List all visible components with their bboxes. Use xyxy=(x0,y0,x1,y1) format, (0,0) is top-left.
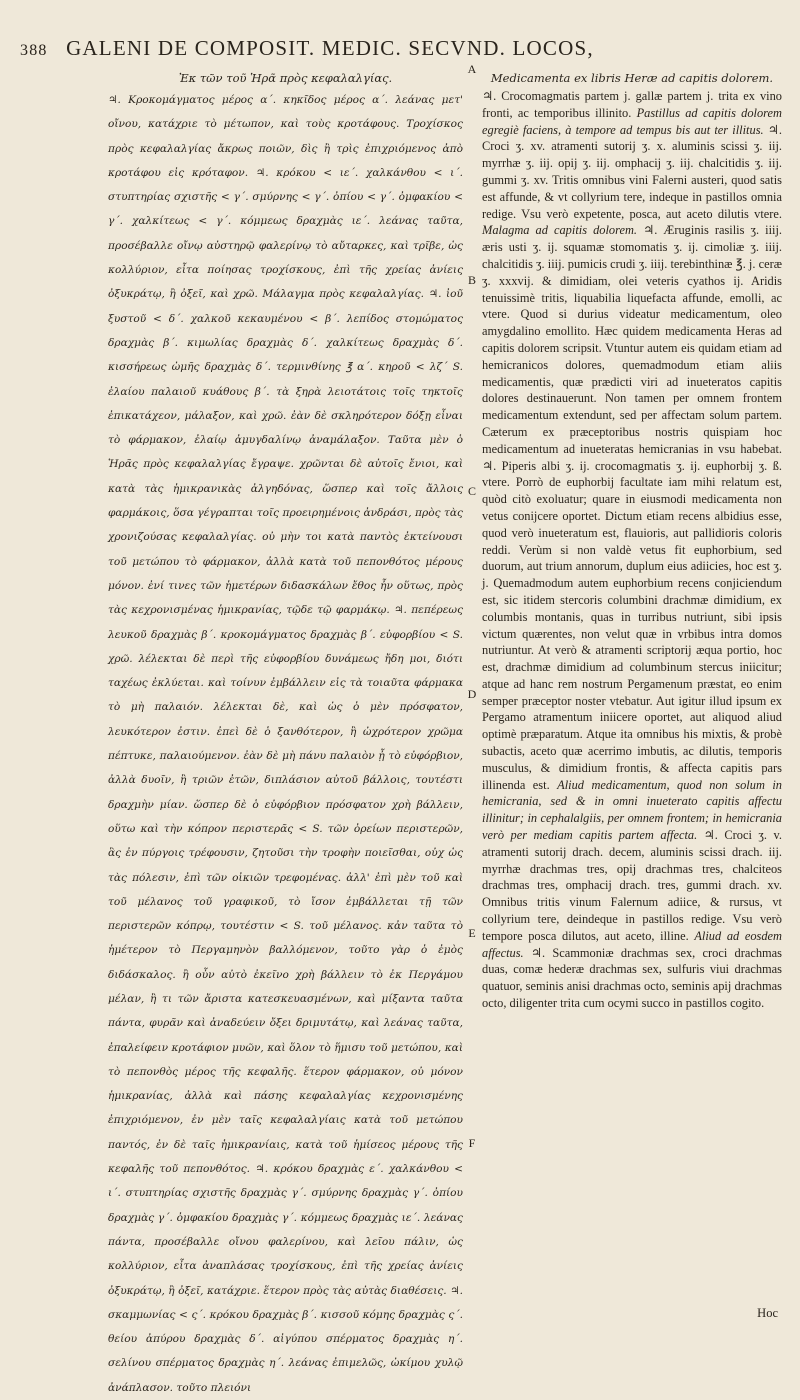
margin-letter-b: B xyxy=(467,273,476,287)
greek-heading: Ἐκ τῶν τοῦ Ἡρᾶ πρὸς κεφαλαλγίας. xyxy=(178,71,393,85)
latin-run: ♃. Scammoniæ drachmas sex, croci drachmas duas, comæ hederæ drachmas sex, sulfuris viui drachmas quatuor, seminis anisi drachmas octo, seminis apij drachmas octo, diligenter trita cum ocymi succo in pastillos cogito. xyxy=(482,945,782,1011)
margin-letter-c: C xyxy=(467,484,476,498)
latin-rubric: Pastillus ad capitis dolorem egregiè faciens, à tempore ad tempus bis aut ter illitus. xyxy=(482,105,782,137)
margin-letter-d: D xyxy=(467,687,477,701)
latin-run: ♃. Æruginis rasilis ʒ. iiij. æris usti ʒ. ij. squamæ stomomatis ʒ. ij. cimoliæ ʒ. iiij. chalcitidis ʒ. iiij. pumicis crudi ʒ. iiij. terebinthinæ ℥. j. ceræ ʒ. xxxvij. & dimidiam, olei veteris cyathos ij. Aridis tenuissimè tritis, liquabilia liquefacta affunde, emolli, ac vtere. Quod si durius videatur medicamentum, oleo amygdalino emollito. Hæc quidem medicamenta Heras ad capitis dolorem scripsit. Vtuntur autem eis quidam etiam ad hemicranicos dolores, quemadmodum etiam aliis medicamentis, quæ prædicti viri ad inueteratos capitis dolores destinauerunt. Non tamen per omnem frontem medicamentum extendunt, sed per affectam solum partem. Cæterum ex præceptoribus nostris quispiam hoc medicamentum ad inueteratas hemicranias in vsu habebat. ♃. Piperis albi ʒ. ij. crocomagmatis ʒ. ij. euphorbij ʒ. ß. vtere. Porrò de euphorbij facultate iam mihi relatum est, quòd citò exoluatur; quare in eiusmodi medicamenta non vetus conijcere oportet. Dictum etiam recens albidius esse, quod verò inueteratum est, flauioris, aut pallidioris coloris reddi. Verùm si non valdè vetus fit euphorbium, sed duorum, aut trium annorum, duplum eius adiicies, hoc est ʒ. j. Quemadmodum autem euphorbium recens conjiciendum est, sic itidem stercoris columbini drachmæ dimidium, ex columbis montanis, quas in turribus nutriunt, sibi ipsis victum quærentes, non velut quæ in vrbibus intra domos nutriuntur. At verò & atramenti scriptorij æqua portio, hoc est, drachmæ dimidium ad columbinum stercus iniicitur; atque ad hanc rem nostrum Pergamenum præstat, eo enim semper præceptor noster vtebatur. Aut igitur illud ipsum ex Pergamo atramentum iniicere oportet, aut aliquod aliud optimè præparatum. Atque ita omnibus his mixtis, & probè subactis, aceto quæ acerrimo imbutis, ac dilutis, temporis musculus, & dimidium frontis, & affecta capitis pars illinenda est. xyxy=(482,223,782,792)
latin-paragraph xyxy=(482,88,782,1012)
latin-column xyxy=(482,68,782,1314)
running-title: GALENI DE COMPOSIT. MEDIC. SECVND. LOCOS, xyxy=(66,36,594,60)
latin-run: ♃. Crocomagmatis partem j. gallæ partem j. trita ex vino fronti, ac temporibus illinito. xyxy=(482,89,782,120)
margin-letter-e: E xyxy=(468,926,476,940)
latin-rubric: Aliud medicamentum, quod non solum in hemicrania, sed & in omni inueterato capitis affectu illinitur; in cephalalgiis, per omnem frontem; in hemicrania verò per mediam capitis partem affecta. xyxy=(482,777,782,843)
catchword: Hoc xyxy=(757,1306,778,1320)
latin-rubric: Aliud ad eosdem affectus. xyxy=(482,928,782,960)
latin-run: ♃. Croci ʒ. v. atramenti sutorij drach. decem, aluminis scissi drach. iij. myrrhæ drachmas tres, opij drachmas tres, chalciteos drachmas tres, omphacij drach. tres, gummi drach. xv. Omnibus tritis vinum Falernum adiice, & rursus, vt collyrium tere, deindeque in pastillos redige. Vsu verò tempore posca dilutos, aut aceto, illine. xyxy=(482,828,782,943)
margin-letter-a: A xyxy=(467,62,477,76)
latin-text xyxy=(482,88,782,1314)
margin-letter-f: F xyxy=(468,1136,476,1150)
running-head xyxy=(20,36,720,66)
latin-run: ♃. Croci ʒ. xv. atramenti sutorij ʒ. x. aluminis scissi ʒ. iij. myrrhæ ʒ. iij. opij ʒ. iij. omphacij ʒ. iij. chalcitidis ʒ. iij. gummi ʒ. xv. Tritis omnibus vini Falerni austeri, quod satis est affunde, & vt collyrium tere, indeque in pastillos omnia redige. Vsu verò expetente, posca, aut aceto dilutis vtere. xyxy=(482,122,782,221)
page-number: 388 xyxy=(20,42,48,59)
greek-column xyxy=(108,68,463,1394)
greek-paragraph: ♃. Κροκομάγματος μέρος α΄. κηκῖδος μέρος α΄. λεάνας μετ' οἴνου, κατάχριε τὸ μέτωπον, καὶ τοὺς κροτάφους. Τροχίσκος πρὸς κεφαλαλγίας ἄκρως ποιῶν, δὶς ἢ τρὶς ἐπιχριόμενος ἀπὸ κροτάφου εἰς κρόταφον. ♃. κρόκου < ιε΄. χαλκάνθου < ι΄. στυπτηρίας σχιστῆς < γ΄. σμύρνης < γ΄. ὀπίου < γ΄. ὀμφακίου < γ΄. χαλκίτεως < γ΄. κόμμεως δραχμὰς ιε΄. λεάνας ταῦτα, προσέβαλλε οἴνῳ αὐστηρῷ φαλερίνῳ τὸ αὔταρκες, καὶ τρῖβε, ὡς κολλύριον, εἶτα ποίησας τροχίσκους, ἐπὶ τῆς χρείας ἀνίεις ὀξυκράτῳ, ἢ ὀξεῖ, καὶ χρῶ. Μάλαγμα πρὸς κεφαλαλγίας. ♃. ἰοῦ ξυστοῦ < δ΄. χαλκοῦ κεκαυμένου < β΄. λεπίδος στομώματος δραχμὰς β΄. κιμωλίας δραχμὰς δ΄. χαλκίτεως δραχμὰς δ΄. κισσήρεως ὠμῆς δραχμὰς δ΄. τερμινθίνης ℥ α΄. κηροῦ < λζ΄ S. ἐλαίου παλαιοῦ κυάθους β΄. τὰ ξηρὰ λειοτάτοις τοῖς τηκτοῖς ἐπικατάχεον, μάλαξον, καὶ χρῶ. ἐὰν δὲ σκληρότερον δόξῃ εἶναι τὸ φάρμακον, ἐλαίῳ ἀμυγδαλίνῳ ἀναμάλαξον. Ταῦτα μὲν ὁ Ἡρᾶς πρὸς κεφαλαλγίας ἔγραψε. χρῶνται δὲ αὐτοῖς ἔνιοι, καὶ κατὰ τὰς ἡμικρανικὰς ἀλγηδόνας, ὥσπερ καὶ τοῖς ἄλλοις φαρμάκοις, ὅσα γέγραπται τοῖς προειρημένοις ἀνδράσι, πρὸς τὰς χρονιζούσας κεφαλαλγίας. οὐ μὴν τοι κατὰ παντὸς ἐκτείνουσι τοῦ μετώπου τὸ φάρμακον, ἀλλὰ κατὰ τοῦ πεπονθότος μέρους μόνον. ἐνί τινες τῶν ἡμετέρων διδασκάλων ἔθος ἦν οὕτως, πρὸς τὰς κεχρονισμένας ἡμικρανίας, τῷδε τῷ φαρμάκῳ. ♃. πεπέρεως λευκοῦ δραχμὰς β΄. κροκομάγματος δραχμὰς β΄. εὐφορβίου < S. χρῶ. λέλεκται δὲ περὶ τῆς εὐφορβίου δυνάμεως ἤδη μοι, διότι ταχέως ἐκλύεται. καὶ τοίνυν ἐμβάλλειν εἰς τὰ τοιαῦτα φάρμακα τὸ μὴ παλαιόν. λέλεκται δὲ, καὶ ὡς ὁ μὲν πρόσφατον, λευκότερον ἐστιν. ἐπεὶ δὲ ὁ ξανθότερον, ἢ ὠχρότερον χρῶμα πέπτυκε, παλαιούμενον. ἐὰν δὲ μὴ πάνυ παλαιὸν ᾖ τὸ εὐφόρβιον, ἀλλὰ δυοῖν, ἢ τριῶν ἐτῶν, διπλάσιον αὐτοῦ βάλλοις, τουτέστι δραχμὴν μίαν. ὥσπερ δὲ ὁ εὐφόρβιον πρόσφατον χρὴ βάλλειν, οὕτω καὶ τὴν κόπρον περιστερᾶς < S. τῶν ὀρείων περιστερῶν, ἃς ἐν πύργοις τρέφουσιν, ζητοῦσι τὴν τροφὴν ποιεῖσθαι, οὐχ ὡς τὰς πόλεσιν, ἐπὶ τῶν οἰκιῶν τρεφομένας. ἀλλ' ἐπὶ μὲν τοῦ καὶ τοῦ μέλανος τοῦ γραφικοῦ, τὸ ἴσον ἐμβάλλεται τῇ τῶν περιστερῶν κόπρῳ, τουτέστιν < S. τοῦ μέλανος. κἀν ταῦτα τὸ ἡμέτερον τὸ Περγαμηνὸν βαλλόμενον, τοῦτο γὰρ ὁ ἐμὸς διδάσκαλος. ἢ οὖν αὐτὸ ἐκεῖνο χρὴ βάλλειν τὸ ἐκ Περγάμου μέλαν, ἢ τι τῶν ἄριστα κατεσκευασμένων, καὶ μίξαντα ταῦτα πάντα, φυρᾶν καὶ ἀναδεύειν ὄξει δριμυτάτῳ, καὶ λεάνας ταῦτα, ἐπαλείφειν κροτάφιον μυῶν, καὶ ὅλον τὸ ἥμισυ τοῦ μετώπου, καὶ τὸ πεπονθὸς μέρος τῆς κεφαλῆς. ἕτερον φάρμακον, οὐ μόνον ἡμικρανίας, ἀλλὰ καὶ πάσης κεφαλαλγίας κεχρονισμένης ἐπιχριόμενον, ἐν μὲν ταῖς κεφαλαλγίαις κατὰ τοῦ μετώπου παντός, ἐν δὲ ταῖς ἡμικρανίαις, κατὰ τοῦ ἡμίσεος μέρους τῆς κεφαλῆς τοῦ πεπονθότος. ♃. κρόκου δραχμὰς ε΄. χαλκάνθου < ι΄. στυπτηρίας σχιστῆς δραχμὰς γ΄. σμύρνης δραχμὰς γ΄. ὀπίου δραχμὰς γ΄. ὀμφακίου δραχμὰς γ΄. κόμμεως δραχμὰς ιε΄. λεάνας πάντα, προσέβαλλε οἴνου φαλερίνου, καὶ λεῖου πάλιν, ὡς κολλύριον, εἶτα ἀναπλάσας τροχίσκους, ἐπὶ τῆς χρείας ἀνίεις ὀξυκράτῳ, ἢ ὀξεῖ, κατάχριε. ἕτερον πρὸς τὰς αὐτὰς διαθέσεις. ♃. σκαμμωνίας < ς΄. κρόκου δραχμὰς β΄. κισσοῦ κόμης δραχμὰς ς΄. θείου ἀπύρου δραχμὰς δ΄. αἰγύπου σπέρματος δραχμὰς η΄. σελίνου σπέρματος δραχμὰς η΄. λεάνας ἐπιμελῶς, ὠκίμου χυλῷ ἀνάπλασον. τοῦτο πλειόνι xyxy=(108,94,463,1394)
latin-heading: Medicamenta ex libris Heræ ad capitis dolorem. xyxy=(490,71,774,85)
latin-rubric: Malagma ad capitis dolorem. xyxy=(482,223,638,238)
greek-text xyxy=(108,88,463,1394)
